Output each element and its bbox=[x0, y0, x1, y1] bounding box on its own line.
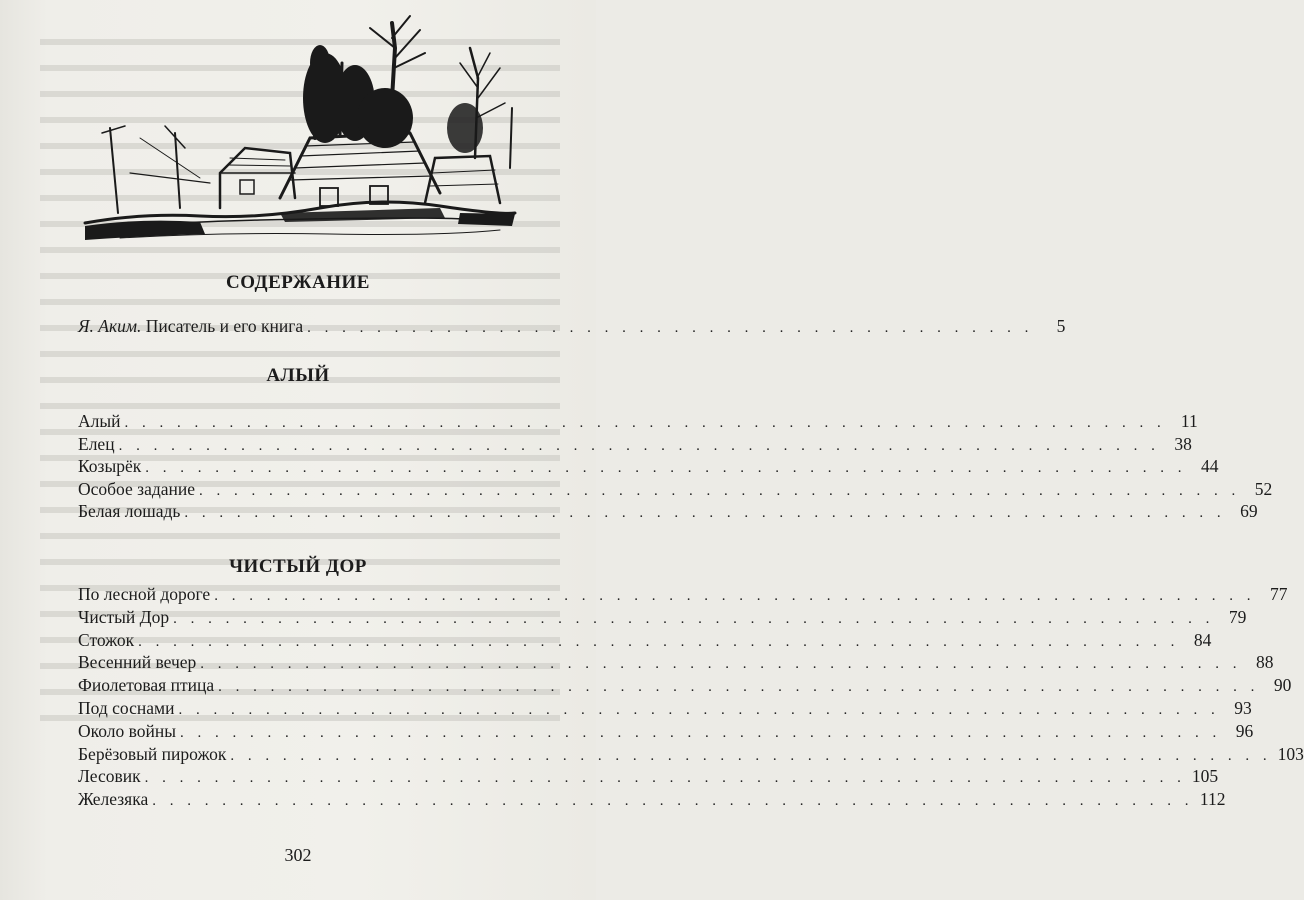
toc-entry-page: 84 bbox=[1193, 629, 1212, 650]
page-number: 302 bbox=[284, 845, 312, 865]
toc-entry-title: Козырёк bbox=[78, 456, 142, 476]
leader-dots: . . . . . . . . . . . . . . . . . . . . . . . . . . . . . . . . . . . . . . . . . . bbox=[307, 320, 1034, 336]
leader-dots: . . . . . . . . . . . . . . . . . . . . . . . . . . . . . . . . . . . . . . . . . . . . . . . . . . . . . . . . . . . . bbox=[145, 460, 1187, 476]
toc-entry-title: Алый bbox=[78, 411, 121, 431]
toc-entry[interactable] bbox=[78, 629, 1212, 654]
toc-entry-title: По лесной дороге bbox=[78, 584, 211, 604]
section-heading-chisty-dor: ЧИСТЫЙ ДОР bbox=[229, 556, 367, 577]
leader-dots: . . . . . . . . . . . . . . . . . . . . . . . . . . . . . . . . . . . . . . . . . . . . . . . . . . . . . . . . . . . . bbox=[200, 656, 1242, 673]
toc-entry[interactable] bbox=[78, 478, 1273, 503]
leader-dots: . . . . . . . . . . . . . . . . . . . . . . . . . . . . . . . . . . . . . . . . . . . . . . . . . . . . . . . . . . . . bbox=[184, 505, 1226, 521]
section-heading-aly: АЛЫЙ bbox=[266, 365, 330, 386]
toc-entry-title: Елец bbox=[78, 433, 115, 454]
toc-entry-title: Фиолетовая птица bbox=[78, 675, 215, 696]
toc-entry-title: Железяка bbox=[78, 789, 149, 810]
toc-entry[interactable] bbox=[78, 743, 1304, 768]
toc-entry-page: 11 bbox=[1180, 411, 1198, 431]
leader-dots: . . . . . . . . . . . . . . . . . . . . . . . . . . . . . . . . . . . . . . . . . . . . . . . . . . . . . . . . . . . . bbox=[230, 747, 1272, 764]
toc-entry[interactable] bbox=[78, 766, 1219, 790]
toc-entry-title: Белая лошадь bbox=[78, 501, 181, 521]
toc-entry[interactable] bbox=[78, 652, 1274, 676]
toc-entry[interactable] bbox=[78, 501, 1258, 525]
toc-entry[interactable] bbox=[78, 411, 1198, 435]
toc-entry-page: 69 bbox=[1240, 501, 1258, 521]
toc-entry-title-text: Писатель и его книга bbox=[145, 316, 304, 336]
leader-dots: . . . . . . . . . . . . . . . . . . . . . . . . . . . . . . . . . . . . . . . . . . . . . . . . . . . . . . . . . . . . bbox=[199, 482, 1241, 499]
toc-entry-title: Стожок bbox=[78, 629, 135, 650]
village-landscape-illustration bbox=[80, 8, 520, 258]
leader-dots: . . . . . . . . . . . . . . . . . . . . . . . . . . . . . . . . . . . . . . . . . . . . . . . . . . . . . . . . . . . . bbox=[178, 702, 1220, 718]
toc-entry-title bbox=[78, 316, 307, 337]
toc-entry-title: Около войны bbox=[78, 720, 177, 741]
toc-entry-title: Берёзовый пирожок bbox=[78, 743, 227, 764]
leader-dots: . . . . . . . . . . . . . . . . . . . . . . . . . . . . . . . . . . . . . . . . . . . . . . . . . . . . . . . . . . . . bbox=[144, 770, 1186, 787]
toc-entry[interactable] bbox=[78, 720, 1254, 745]
toc-entry-page: 38 bbox=[1174, 433, 1192, 454]
leader-dots: . . . . . . . . . . . . . . . . . . . . . . . . . . . . . . . . . . . . . . . . . . . . . . . . . . . . . . . . . . . . bbox=[152, 793, 1194, 810]
toc-entry-page: 112 bbox=[1199, 789, 1226, 810]
leader-dots: . . . . . . . . . . . . . . . . . . . . . . . . . . . . . . . . . . . . . . . . . . . . . . . . . . . . . . . . . . . . bbox=[180, 724, 1222, 741]
toc-entry-author: Я. Аким. bbox=[78, 316, 142, 336]
toc-entry[interactable] bbox=[78, 606, 1247, 631]
leader-dots: . . . . . . . . . . . . . . . . . . . . . . . . . . . . . . . . . . . . . . . . . . . . . . . . . . . . . . . . . . . . bbox=[218, 679, 1260, 696]
toc-entry[interactable] bbox=[78, 584, 1288, 608]
contents-heading: СОДЕРЖАНИЕ bbox=[226, 272, 370, 293]
toc-entry-page: 105 bbox=[1191, 766, 1219, 787]
toc-entry-title: Чистый Дор bbox=[78, 606, 170, 627]
toc-entry-page: 90 bbox=[1273, 675, 1292, 696]
toc-entry[interactable] bbox=[78, 789, 1226, 813]
toc-entry-page: 103 bbox=[1277, 743, 1304, 764]
toc-entry-page: 96 bbox=[1235, 720, 1254, 741]
toc-entry-page: 5 bbox=[1056, 316, 1066, 336]
toc-entry-page: 93 bbox=[1234, 698, 1252, 718]
toc-entry-intro[interactable] bbox=[78, 316, 1066, 340]
leader-dots: . . . . . . . . . . . . . . . . . . . . . . . . . . . . . . . . . . . . . . . . . . . . . . . . . . . . . . . . . . . . bbox=[173, 610, 1215, 627]
toc-entry-title: Особое задание bbox=[78, 478, 196, 499]
toc-entry-page: 52 bbox=[1254, 478, 1273, 499]
toc-entry-title: Лесовик bbox=[78, 766, 141, 787]
toc-entry[interactable] bbox=[78, 433, 1192, 458]
toc-entry-page: 88 bbox=[1256, 652, 1274, 673]
toc-entry[interactable] bbox=[78, 675, 1292, 699]
leader-dots: . . . . . . . . . . . . . . . . . . . . . . . . . . . . . . . . . . . . . . . . . . . . . . . . . . . . . . . . . . . . bbox=[138, 633, 1180, 650]
toc-entry[interactable] bbox=[78, 698, 1252, 722]
toc-entry-page: 79 bbox=[1228, 606, 1247, 627]
toc-entry-page: 44 bbox=[1201, 456, 1219, 476]
toc-entry[interactable] bbox=[78, 456, 1219, 480]
leader-dots: . . . . . . . . . . . . . . . . . . . . . . . . . . . . . . . . . . . . . . . . . . . . . . . . . . . . . . . . . . . . bbox=[118, 437, 1160, 454]
leader-dots: . . . . . . . . . . . . . . . . . . . . . . . . . . . . . . . . . . . . . . . . . . . . . . . . . . . . . . . . . . . . bbox=[124, 415, 1166, 431]
toc-entry-title: Весенний вечер bbox=[78, 652, 197, 673]
leader-dots: . . . . . . . . . . . . . . . . . . . . . . . . . . . . . . . . . . . . . . . . . . . . . . . . . . . . . . . . . . . . bbox=[214, 588, 1256, 604]
toc-entry-page: 77 bbox=[1269, 584, 1288, 604]
toc-entry-title: Под соснами bbox=[78, 698, 175, 718]
